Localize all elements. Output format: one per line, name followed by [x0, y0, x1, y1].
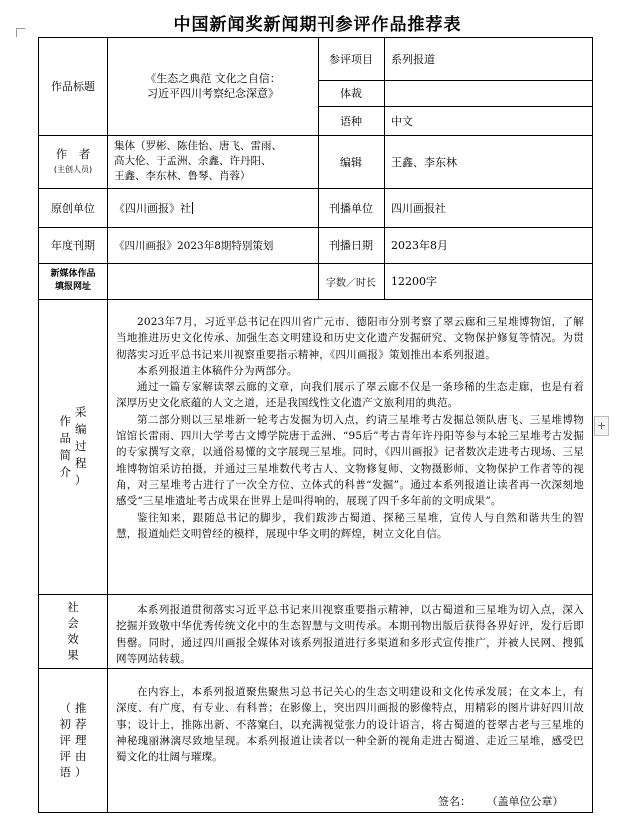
review-char: ） [75, 765, 87, 779]
signature-line[interactable] [438, 793, 564, 809]
intro-char: 过 [75, 439, 87, 453]
effect-char: 社 [67, 600, 79, 614]
signature-label: 签名： [438, 795, 471, 808]
intro-label-cell [38, 299, 108, 594]
review-text[interactable] [116, 684, 584, 765]
seal-note: （盖单位公章） [486, 795, 564, 808]
review-label-col-2 [75, 700, 87, 780]
publish-date-value[interactable]: 2023年8月 [391, 239, 448, 252]
intro-text[interactable] [116, 314, 584, 542]
work-title-line-2: 习近平四川考察纪念深意》 [147, 87, 279, 100]
publish-date-label: 刊播日期 [329, 239, 373, 252]
intro-paragraph: 本系列报道主体稿件分为两部分。 [137, 364, 298, 377]
intro-char: 编 [75, 422, 87, 436]
word-count-label: 字数／时长 [326, 277, 376, 289]
intro-label-col-2 [75, 404, 87, 489]
author-line-1: 集体（罗彬、陈佳怡、唐飞、雷雨、 [114, 140, 282, 152]
language-label: 语种 [340, 114, 362, 128]
genre-value[interactable] [385, 80, 592, 106]
review-char: 荐 [75, 717, 87, 731]
intro-char: 品 [59, 430, 71, 445]
editor-value[interactable]: 王鑫、李东林 [391, 155, 457, 169]
review-paragraph: 在内容上，本系列报道聚焦聚焦习总书记关心的生态文明建设和文化传承发展；在文本上，有深度、有广度，有专业、有科普；在影像上，突出四川画报的影像特点，用精彩的图片讲好四川故事；设计上，推陈出新、不落窠臼，以充满视觉张力的设计语言，将古蜀道的苍翠古老与三星堆的神秘瑰丽淋漓尽致地呈现。本系列报道让读者以一种全新的视角走进古蜀道、走近三星堆，感受巴蜀文化的壮阔与璀璨。 [116, 686, 584, 764]
new-media-label-line-1: 新媒体作品 [50, 269, 96, 279]
intro-paragraph: 通过一篇专家解读翠云廊的文章，向我们展示了翠云廊不仅是一条珍稀的生态走廊，也是有着深厚历史文化底蕴的人文之道，还是我国线性文化遗产文旅利用的典范。 [116, 381, 584, 410]
author-note: (主创人员) [53, 164, 93, 174]
effect-text[interactable] [116, 602, 584, 667]
intro-char: 简 [59, 447, 71, 462]
intro-paragraph: 鉴往知来，跟随总书记的脚步，我们跋涉古蜀道、探秘三星堆，宣传人与自然和谐共生的智慧，报道灿烂文明曾经的模样，展现中华文明的辉煌，树立文化自信。 [116, 511, 584, 540]
review-char: 评 [59, 749, 71, 763]
editor-label: 编辑 [340, 155, 362, 169]
intro-char: 介 [59, 464, 71, 479]
effect-paragraph: 本系列报道贯彻落实习近平总书记来川视察重要指示精神，以古蜀道和三星堆为切入点，深入挖掘并致敬中华优秀传统文化中的生态智慧与文明传承。本期刊物出版后获得各界好评，发行后即售罄。同时，通过四川画报全媒体对该系列报道进行多渠道和多形式宣传推广，并被人民网、搜狐网等网站转载。 [116, 604, 584, 665]
new-media-label [38, 263, 108, 299]
author-value[interactable] [108, 135, 318, 188]
word-count-value[interactable]: 12200字 [391, 275, 437, 288]
new-media-label-line-2: 填报网址 [54, 282, 91, 292]
review-char: 由 [75, 749, 87, 763]
intro-char: 采 [75, 405, 87, 419]
work-title-value[interactable] [108, 37, 318, 135]
effect-label [67, 599, 79, 663]
genre-label: 体裁 [340, 87, 362, 100]
publish-unit-label: 刊播单位 [329, 201, 373, 215]
effect-char: 会 [67, 616, 79, 630]
author-label-cell [38, 135, 108, 188]
entry-item-value[interactable]: 系列报道 [391, 53, 435, 66]
review-char: 理 [75, 733, 87, 747]
issue-label: 年度刊期 [51, 239, 95, 252]
review-char: 评 [59, 733, 71, 747]
review-char: 初 [59, 717, 71, 731]
page-title: 中国新闻奖新闻期刊参评作品推荐表 [173, 15, 462, 35]
entry-item-label: 参评项目 [329, 52, 373, 66]
original-unit-label: 原创单位 [51, 201, 95, 215]
effect-label-cell [38, 594, 108, 668]
work-title-label: 作品标题 [51, 80, 95, 93]
effect-char: 效 [67, 632, 79, 646]
intro-char: ） [75, 473, 87, 487]
publish-unit-value[interactable]: 四川画报社 [391, 201, 446, 215]
issue-value[interactable]: 《四川画报》2023年8期特别策划 [114, 239, 274, 252]
author-line-2: 高大伦、于孟洲、余鑫、许丹阳、 [114, 155, 272, 167]
review-char: 语 [59, 765, 71, 779]
side-expand-handle[interactable]: + [594, 416, 609, 436]
author-label: 作 者 [55, 146, 91, 161]
intro-label-col-1 [60, 413, 72, 481]
intro-paragraph: 2023年7月，习近平总书记在四川省广元市、德阳市分别考察了翠云廊和三星堆博物馆，了解当地推进历史文化传承、加强生态文明建设和历史文化遗产发掘研究、文物保护修复等情况。为贯彻落实习近平总书记来川视察重要指示精神，《四川画报》策划推出本系列报道。 [116, 316, 584, 361]
author-line-3: 王鑫、李东林、鲁琴、肖蓉） [114, 170, 251, 182]
review-label-cell [38, 668, 108, 812]
language-value[interactable]: 中文 [391, 114, 413, 128]
text-cursor [192, 202, 193, 214]
review-label-col-1 [60, 700, 72, 780]
new-media-url-value[interactable] [108, 263, 318, 299]
work-title-line-1: 《生态之典范 文化之自信： [145, 72, 281, 85]
original-unit-text: 《四川画报》社 [114, 201, 191, 215]
effect-char: 果 [67, 648, 79, 662]
intro-char: 程 [75, 456, 87, 470]
review-char: 推 [75, 701, 87, 715]
original-unit-value[interactable] [108, 188, 318, 227]
review-char: （ [59, 701, 71, 715]
intro-paragraph: 第二部分则以三星堆新一轮考古发掘为切入点，约请三星堆考古发掘总领队唐飞、三星堆博物馆馆长雷雨、四川大学考古文博学院唐于孟洲、“95后”考古青年许丹阳等参与本轮三星堆考古发掘的专家撰写文章，以通俗易懂的文字展现三星堆。同时，《四川画报》记者数次走进考古现场、三星堆博物馆采访拍摄，并通过三星堆数代考古人、文物修复师、文物摄影师、文物保护工作者等的视角，对三星堆考古进行了一次全方位、立体式的科普“发掘”。通过本系列报道让读者再一次深刻地感受“三星堆遗址考古成果在世界上是叫得响的，展现了四千多年前的文明成果”。 [116, 413, 584, 508]
intro-char: 作 [59, 413, 71, 428]
